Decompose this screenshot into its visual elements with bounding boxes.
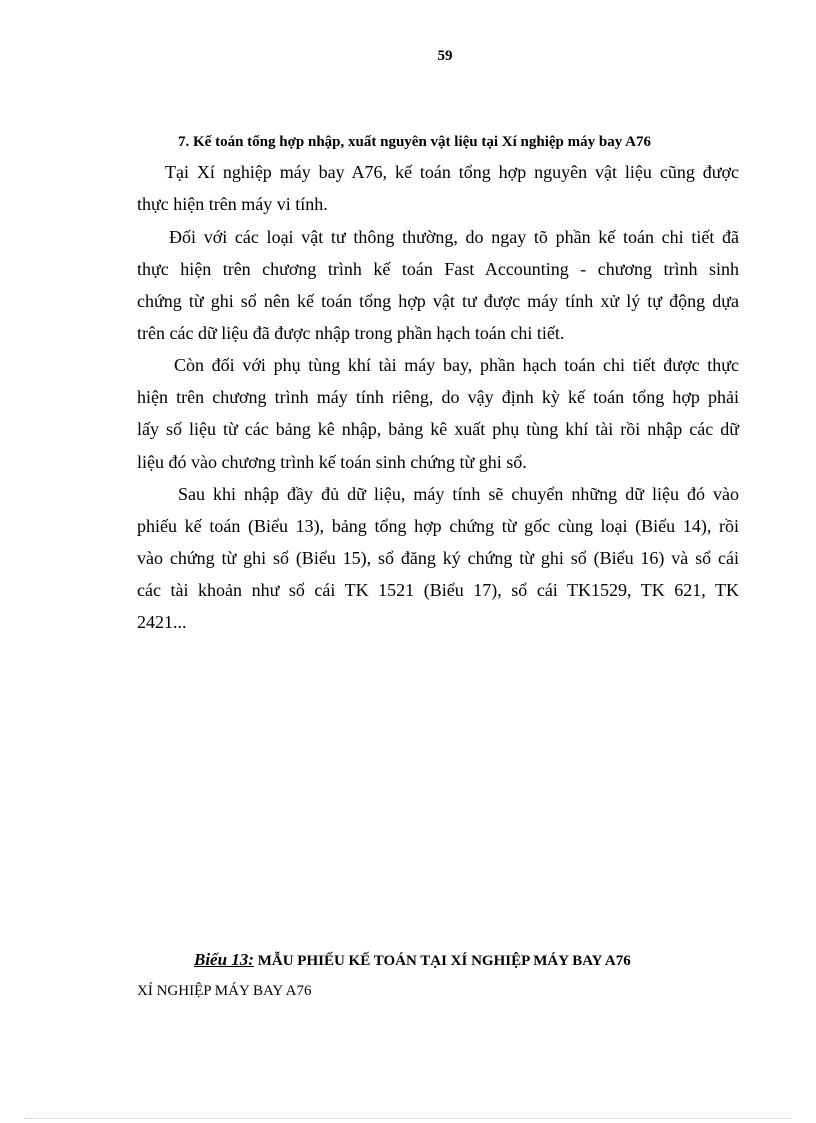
paragraph-4-line-1: Sau khi nhập đầy đủ dữ liệu, máy tính sẽ chuyển những dữ liệu đó vào <box>178 484 739 504</box>
section-heading: 7. Kế toán tổng hợp nhập, xuất nguyên vật liệu tại Xí nghiệp máy bay A76 <box>178 134 651 150</box>
bieu-13-title <box>194 950 631 970</box>
page-bottom-divider <box>24 1118 792 1119</box>
paragraph-2-line-4: trên các dữ liệu đã được nhập trong phần hạch toán chi tiết. <box>137 323 565 343</box>
paragraph-4-line-4: các tài khoản như sổ cái TK 1521 (Biểu 17), sổ cái TK1529, TK 621, TK <box>137 580 739 600</box>
page-number: 59 <box>437 48 453 64</box>
paragraph-3-line-4: liệu đó vào chương trình kế toán sinh chứng từ ghi sổ. <box>137 452 527 472</box>
paragraph-3-line-3: lấy số liệu từ các bảng kê nhập, bảng kê xuất phụ tùng khí tài rồi nhập các dữ <box>137 419 739 439</box>
bieu-13-title-text: MẪU PHIẾU KẾ TOÁN TẠI XÍ NGHIỆP MÁY BAY A76 <box>253 953 631 969</box>
paragraph-3-line-1: Còn đối với phụ tùng khí tài máy bay, phần hạch toán chi tiết được thực <box>174 355 739 375</box>
bieu-13-label: Biểu 13: <box>194 950 254 969</box>
paragraph-1-line-2: thực hiện trên máy vi tính. <box>137 194 328 214</box>
paragraph-1-line-1: Tại Xí nghiệp máy bay A76, kế toán tổng hợp nguyên vật liệu cũng được <box>165 162 739 182</box>
paragraph-2-line-3: chứng từ ghi sổ nên kế toán tổng hợp vật tư được máy tính xử lý tự động dựa <box>137 291 739 311</box>
paragraph-3-line-2: hiện trên chương trình máy tính riêng, do vậy định kỳ kế toán tổng hợp phải <box>137 387 739 407</box>
paragraph-4-line-5: 2421... <box>137 612 187 632</box>
paragraph-2-line-2: thực hiện trên chương trình kế toán Fast Accounting - chương trình sinh <box>137 259 739 279</box>
paragraph-4-line-3: vào chứng từ ghi sổ (Biểu 15), sổ đăng ký chứng từ ghi sổ (Biểu 16) và sổ cái <box>137 548 739 568</box>
paragraph-2-line-1: Đối với các loại vật tư thông thường, do ngay tõ phần kế toán chi tiết đã <box>169 227 739 247</box>
company-name: XÍ NGHIỆP MÁY BAY A76 <box>137 983 312 999</box>
paragraph-4-line-2: phiếu kế toán (Biểu 13), bảng tổng hợp chứng từ gốc cùng loại (Biểu 14), rồi <box>137 516 739 536</box>
